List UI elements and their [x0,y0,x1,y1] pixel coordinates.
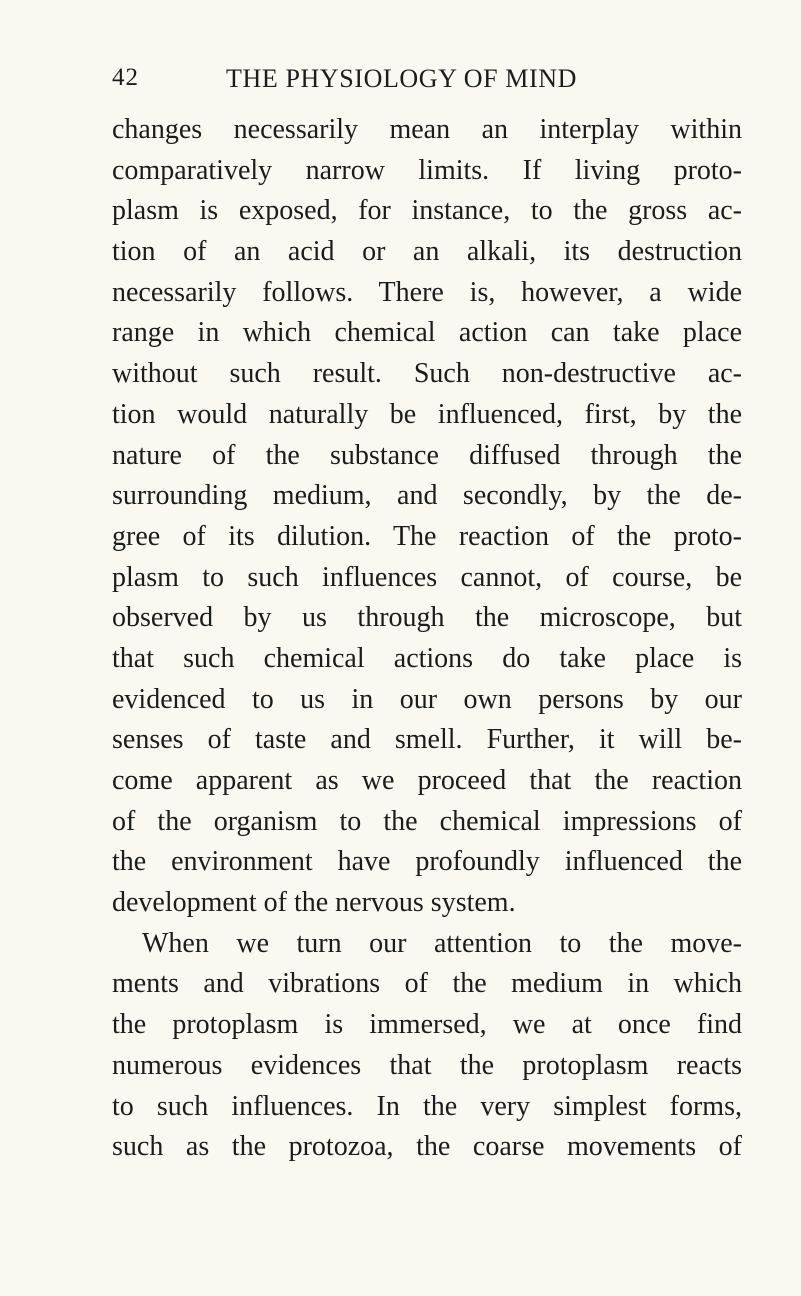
text-line: the protoplasm is immersed, we at once find [112,1009,742,1041]
text-line: numerous evidences that the protoplasm reacts [112,1049,742,1081]
text-line: come apparent as we proceed that the reaction [112,765,742,796]
running-head [112,64,730,98]
text-line: the environment have profoundly influenced the [112,846,742,878]
text-line: plasm is exposed, for instance, to the gross ac- [112,195,742,227]
text-line: tion would naturally be influenced, first, by the [112,398,742,430]
page-number: 42 [112,64,139,91]
text-line: plasm to such influences cannot, of course, be [112,561,742,593]
text-line: comparatively narrow limits. If living proto- [112,154,742,186]
text-line: senses of taste and smell. Further, it will be- [112,724,742,756]
text-line: of the organism to the chemical impressions of [112,805,742,837]
text-line: gree of its dilution. The reaction of the proto- [112,520,742,552]
body-text [112,110,742,1168]
text-line: to such influences. In the very simplest forms, [112,1090,742,1122]
text-line: that such chemical actions do take place is [112,642,742,674]
text-line: ments and vibrations of the medium in which [112,968,742,1000]
text-line: necessarily follows. There is, however, a wide [112,276,742,308]
text-line: observed by us through the microscope, but [112,602,742,634]
text-line: nature of the substance diffused through the [112,439,742,471]
text-line: such as the protozoa, the coarse movements of [112,1131,742,1163]
paragraph-start-line: When we turn our attention to the move- [142,927,742,959]
running-title: THE PHYSIOLOGY OF MIND [226,64,577,93]
text-line: surrounding medium, and secondly, by the de- [112,480,742,512]
text-line: tion of an acid or an alkali, its destruction [112,236,742,268]
text-line: without such result. Such non-destructive ac- [112,358,742,390]
text-line: changes necessarily mean an interplay within [112,114,742,145]
text-line: evidenced to us in our own persons by our [112,683,742,715]
text-line: range in which chemical action can take place [112,317,742,349]
paragraph-end-line: development of the nervous system. [112,887,516,919]
